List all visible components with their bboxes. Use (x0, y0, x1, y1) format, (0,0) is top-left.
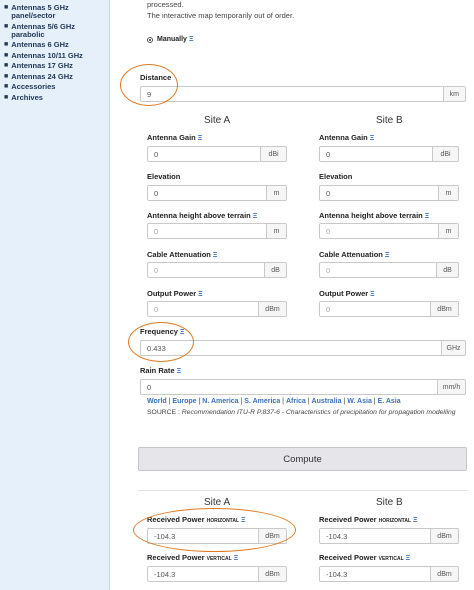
sidebar-menu (0, 0, 109, 102)
sidebar-item-antennas-24ghz[interactable] (4, 73, 109, 81)
sidebar-item-antennas-10-11ghz[interactable] (4, 52, 109, 60)
info-icon[interactable]: Ξ (188, 36, 194, 43)
info-icon[interactable]: Ξ (233, 555, 239, 562)
label-text: Antenna height above terrain (319, 211, 423, 220)
bullet-icon: ■ (4, 4, 9, 11)
region-link-n-america[interactable]: N. America (202, 398, 239, 405)
site-b-rx-horizontal-label (319, 515, 418, 524)
site-b-rx-vertical-label (319, 553, 410, 562)
label-text: Antenna height above terrain (147, 211, 251, 220)
label-subscript: HORIZONTAL (206, 518, 240, 524)
label-subscript: HORIZONTAL (378, 518, 412, 524)
sidebar-item-label: Archives (11, 92, 43, 102)
compute-button[interactable]: Compute (138, 447, 467, 471)
site-b-cable-label (319, 250, 389, 259)
field-value: 0 (154, 188, 159, 198)
site-b-elevation-field[interactable] (319, 185, 459, 201)
label-text: Cable Attenuation (319, 250, 383, 259)
rain-rate-unit: mm/h (437, 380, 465, 394)
info-icon[interactable]: Ξ (241, 517, 246, 524)
field-unit: dB (264, 263, 286, 277)
sidebar-item-label: Antennas 6 GHz (11, 40, 69, 49)
frequency-value: 0.433 (147, 343, 166, 353)
site-a-cable-field[interactable] (147, 262, 287, 278)
mode-label: Manually (157, 36, 187, 43)
site-a-title: Site A (204, 115, 231, 126)
region-link-s-america[interactable]: S. America (244, 398, 281, 405)
site-a-height-label (147, 211, 257, 220)
label-text: Output Power (319, 289, 369, 298)
results-divider (138, 490, 467, 491)
sidebar-item-label: Accessories (11, 82, 56, 91)
bullet-icon: ■ (4, 72, 9, 80)
region-link-africa[interactable]: Africa (285, 398, 306, 405)
field-value: 0 (326, 149, 331, 159)
site-a-cable-label (147, 250, 217, 259)
sidebar-item-archives[interactable] (4, 94, 109, 102)
label-subscript: VERTICAL (378, 556, 404, 562)
info-icon[interactable]: Ξ (370, 291, 375, 298)
field-unit: dBm (430, 529, 458, 543)
bullet-icon: ■ (4, 41, 9, 48)
sidebar-item-antennas-17ghz[interactable] (4, 62, 109, 70)
sidebar-item-antennas-5-6ghz-parabolic[interactable] (4, 23, 109, 39)
site-b-title: Site B (376, 115, 403, 126)
rain-rate-label (140, 366, 181, 375)
label-text: Antenna Gain (147, 133, 196, 142)
sidebar-item-antennas-6ghz[interactable] (4, 41, 109, 49)
field-unit: dBm (258, 567, 286, 581)
info-icon[interactable]: Ξ (413, 517, 418, 524)
source-text: Recommendation ITU-R P.837-6 - Characteristics of precipitation for propagation modelling (181, 409, 456, 416)
label-text: Received Power (319, 515, 377, 524)
distance-label: Distance (140, 73, 172, 82)
field-value: -104.3 (154, 531, 176, 541)
info-icon[interactable]: Ξ (252, 213, 258, 220)
info-icon[interactable]: Ξ (176, 368, 182, 375)
label-text: Rain Rate (140, 366, 175, 375)
field-value: 0 (154, 265, 159, 275)
label-text: Output Power (147, 289, 197, 298)
field-unit: dBi (432, 147, 458, 161)
sidebar-item-accessories[interactable] (4, 83, 109, 91)
region-link-w-asia[interactable]: W. Asia (347, 398, 372, 405)
site-b-output-label (319, 289, 375, 298)
field-unit: dBi (260, 147, 286, 161)
distance-unit: km (443, 87, 465, 101)
rain-rate-field[interactable] (140, 379, 466, 395)
field-unit: dBm (430, 567, 458, 581)
info-icon[interactable]: Ξ (384, 252, 390, 259)
sidebar (0, 0, 110, 590)
field-value: 0 (154, 304, 159, 314)
field-value: 0 (154, 226, 159, 236)
site-b-height-field[interactable] (319, 223, 459, 239)
distance-value: 9 (147, 89, 152, 99)
intro-processed-text: processed. (147, 0, 184, 9)
info-icon[interactable]: Ξ (424, 213, 430, 220)
field-unit: m (438, 224, 458, 238)
info-icon[interactable]: Ξ (198, 291, 203, 298)
site-a-rx-vertical-label (147, 553, 238, 562)
label-text: Received Power (319, 553, 377, 562)
sidebar-item-label: Antennas 5/6 GHz parabolic (11, 21, 75, 39)
field-value: -104.3 (326, 569, 348, 579)
field-value: 0 (326, 226, 331, 236)
info-icon[interactable]: Ξ (212, 252, 218, 259)
field-value: 0 (154, 149, 159, 159)
sidebar-item-label: Antennas 10/11 GHz (11, 50, 83, 60)
site-a-rx-vertical-field[interactable] (147, 566, 287, 582)
field-value: 0 (326, 188, 331, 198)
region-link-e-asia[interactable]: E. Asia (377, 398, 401, 405)
region-links: World | Europe | N. America | S. America | Africa | Australia | W. Asia | E. Asia (147, 398, 401, 405)
results-site-a-title: Site A (204, 497, 231, 508)
annotation-circle-frequency (128, 322, 194, 362)
site-b-elevation-label: Elevation (319, 172, 353, 181)
intro-map-notice: The interactive map temporarily out of order. (147, 11, 295, 20)
mode-manually-option[interactable] (147, 36, 193, 43)
info-icon[interactable]: Ξ (369, 135, 375, 142)
site-b-cable-field[interactable] (319, 262, 459, 278)
info-icon[interactable]: Ξ (405, 555, 411, 562)
field-unit: dBm (430, 302, 458, 316)
frequency-unit: GHz (441, 341, 465, 355)
field-unit: m (266, 186, 286, 200)
info-icon[interactable]: Ξ (197, 135, 203, 142)
label-text: Frequency (140, 327, 178, 336)
label-text: Cable Attenuation (147, 250, 211, 259)
field-unit: dBm (258, 302, 286, 316)
label-subscript: VERTICAL (206, 556, 232, 562)
distance-field[interactable] (140, 86, 466, 102)
site-b-rx-vertical-field[interactable] (319, 566, 459, 582)
annotation-circle-received-power (133, 508, 296, 552)
site-a-elevation-label: Elevation (147, 172, 181, 181)
sidebar-item-label: Antennas 17 GHz (11, 61, 73, 70)
site-a-output-label (147, 289, 203, 298)
field-value: -104.3 (326, 531, 348, 541)
bullet-icon: ■ (4, 51, 9, 59)
bullet-icon: ■ (4, 62, 9, 69)
field-value: -104.3 (154, 569, 176, 579)
bullet-icon: ■ (4, 22, 9, 30)
site-b-antenna-gain-label (319, 133, 374, 142)
rain-source-note (147, 408, 463, 418)
bullet-icon: ■ (4, 83, 9, 90)
field-unit: m (266, 224, 286, 238)
site-a-elevation-field[interactable] (147, 185, 287, 201)
field-unit: dB (436, 263, 458, 277)
site-b-output-field[interactable] (319, 301, 459, 317)
label-text: Received Power (147, 553, 205, 562)
field-unit: m (438, 186, 458, 200)
site-a-antenna-gain-field[interactable] (147, 146, 287, 162)
field-unit: dBm (258, 529, 286, 543)
site-a-antenna-gain-label (147, 133, 202, 142)
sidebar-item-label: Antennas 24 GHz (11, 71, 73, 81)
site-b-height-label (319, 211, 429, 220)
site-a-height-field[interactable] (147, 223, 287, 239)
region-link-world[interactable]: World (147, 398, 167, 405)
results-site-b-title: Site B (376, 497, 403, 508)
label-text: Antenna Gain (319, 133, 368, 142)
bullet-icon: ■ (4, 93, 9, 101)
field-value: 0 (326, 265, 331, 275)
region-link-australia[interactable]: Australia (311, 398, 342, 405)
source-prefix: SOURCE : (147, 409, 182, 416)
info-icon[interactable]: Ξ (179, 329, 185, 336)
rain-rate-value: 0 (147, 382, 152, 392)
label-text: Received Power (147, 515, 205, 524)
site-b-antenna-gain-field[interactable] (319, 146, 459, 162)
field-value: 0 (326, 304, 331, 314)
site-b-rx-horizontal-field[interactable] (319, 528, 459, 544)
sidebar-item-label: Antennas 5 GHz panel/sector (11, 3, 69, 20)
site-a-output-field[interactable] (147, 301, 287, 317)
radio-selected-icon[interactable] (147, 37, 153, 43)
region-link-europe[interactable]: Europe (172, 398, 197, 405)
annotation-circle-distance (120, 64, 178, 106)
sidebar-item-antennas-5ghz-panel[interactable] (4, 4, 109, 20)
